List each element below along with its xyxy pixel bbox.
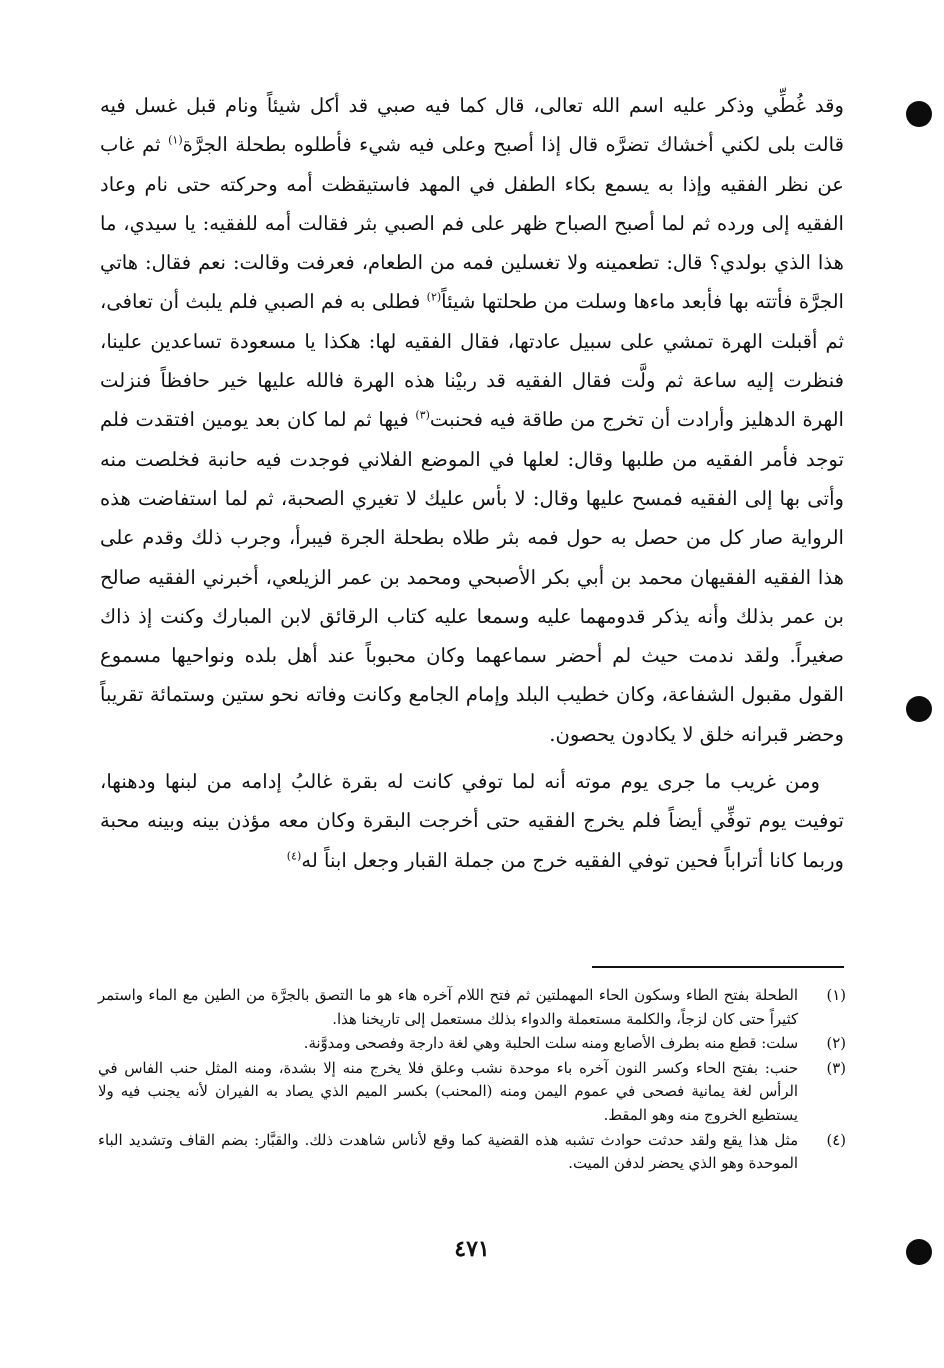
footnote-reference: (٢) [426, 290, 442, 304]
footnote-reference: (٤) [286, 849, 302, 863]
footnote-reference: (١) [168, 133, 183, 147]
footnotes [98, 984, 846, 1177]
binder-hole-top [906, 101, 932, 127]
footnote-number: (٤) [826, 1131, 846, 1149]
footnote-text: سلت: قطع منه بطرف الأصابع ومنه سلت الحلبة وهي لغة دارجة وفصحى ومدوَّنة. [303, 1035, 798, 1053]
paragraph-text: فيها ثم لما كان بعد يومين افتقدت فلم توجد فأمر الفقيه من طلبها وقال: لعلها في الموضع الفلاني فوجدت فيه حانبة فخلصت منه وأتى بها إلى الفقيه فمسح عليها وقال: لا بأس عليك لا تغيري الصحبة، ثم لما استفاضت هذه الرواية صار كل من حصل به حول فمه بثر طلاه بطحلة الجرة فيبرأ، وجرب ذلك وقدم على هذا الفقيه الفقيهان محمد بن أبي بكر الأصبحي ومحمد بن عمر الزيلعي، أخبرني الفقيه صالح بن عمر بذلك وأنه يذكر قدومهما عليه وسمعا عليه كتاب الرقائق لابن المبارك وكنت إذ ذاك صغيراً. ولقد ندمت حيث لم أحضر سماعهما وكان محبوباً عند أهل بلده ونواحيها مسموع القول مقبول الشفاعة، وكان خطيب البلد وإمام الجامع وكانت وفاته نحو ستين وستمائة تقريباً وحضر قبرانه خلق لا يكادون يحصون. [100, 408, 844, 746]
paragraph [100, 762, 844, 880]
footnote-1 [98, 984, 846, 1031]
footnote-text: مثل هذا يقع ولقد حدثت حوادث تشبه هذه القضية كما وقع لأناس شاهدت ذلك. والقبَّار: بضم القاف وتشديد الباء الموحدة وهو الذي يحضر لدفن الميت. [98, 1131, 798, 1173]
page-number: ٤٧١ [454, 1236, 490, 1262]
binder-hole-middle [906, 696, 932, 722]
paragraph-text: ثم غاب عن نظر الفقيه وإذا به يسمع بكاء الطفل في المهد فاستيقظت أمه وحركته حتى نام وعاد الفقيه إلى ورده ثم لما أصبح الصباح ظهر على فم الصبي بثر فقالت أمه للفقيه: يا سيدي، ما هذا الذي بولدي؟ قال: تطعمينه ولا تغسلين فمه من الطعام، فعرفت وقالت: نعم فقال: هاتي الجرَّة فأتته بها فأبعد ماءها وسلت من طحلتها شيئاً [100, 133, 844, 314]
paragraph-text: ومن غريب ما جرى يوم موته أنه لما توفي كانت له بقرة غالبُ إدامه من لبنها ودهنها، توفيت يوم توفِّي أيضاً فلم يخرج الفقيه حتى أخرجت البقرة وكان معه مؤذن بينه وبينه محبة وربما كانا أتراباً فحين توفي الفقيه خرج من جملة القبار وجعل ابناً له [100, 770, 844, 872]
footnote-number: (٢) [826, 1035, 846, 1053]
footnote-text: الطحلة بفتح الطاء وسكون الحاء المهملتين ثم فتح اللام آخره هاء هو ما التصق بالجرَّة من الطين مع الماء واستمر كثيراً حتى كان لزجاً، والكلمة مستعملة والدواء بذلك مستعمل إلى تاريخنا هذا. [98, 987, 798, 1028]
paragraph-text: وقد غُطِّي وذكر عليه اسم الله تعالى، قال كما فيه صبي قد أكل شيئاً ونام قبل غسل فيه قالت بلى لكني أخشاك تضرَّه قال إذا أصبح وعلى فيه شيء فأطلوه بطحلة الجرَّة [100, 94, 844, 157]
paragraph-text: فطلى به فم الصبي فلم يلبث أن تعافى، ثم أقبلت الهرة تمشي على سبيل عادتها، فقال الفقيه لها: هكذا يا مسعودة تساعدين علينا، فنظرت إليه ساعة ثم ولَّت فقال الفقيه قد ربيْنا هذه الهرة فالله عليها خير حافظاً فنزلت الهرة الدهليز وأرادت أن تخرج من طاقة فيه فحنبت [100, 290, 844, 432]
footnote-2 [98, 1032, 846, 1056]
footnote-number: (٣) [826, 1059, 846, 1077]
footnote-3 [98, 1057, 846, 1128]
footnote-separator [592, 966, 844, 968]
footnote-text: حنب: بفتح الحاء وكسر النون آخره باء موحدة نشب وعلق فلا يخرج منه إلا بشدة، ومنه المثل حنب الفاس في الرأس لغة يمانية فصحى في عموم اليمن ومنه (المحنب) بكسر الميم الذي يصاد به الفيران لأنه يجنب فيه ولا يستطيع الخروج منه وهو المقط. [98, 1059, 798, 1124]
footnote-reference: (٣) [415, 408, 430, 422]
footnote-number: (١) [826, 987, 846, 1004]
footnote-4 [98, 1129, 846, 1176]
binder-hole-bottom [906, 1239, 932, 1265]
paragraph [100, 86, 844, 754]
main-text [100, 86, 844, 880]
